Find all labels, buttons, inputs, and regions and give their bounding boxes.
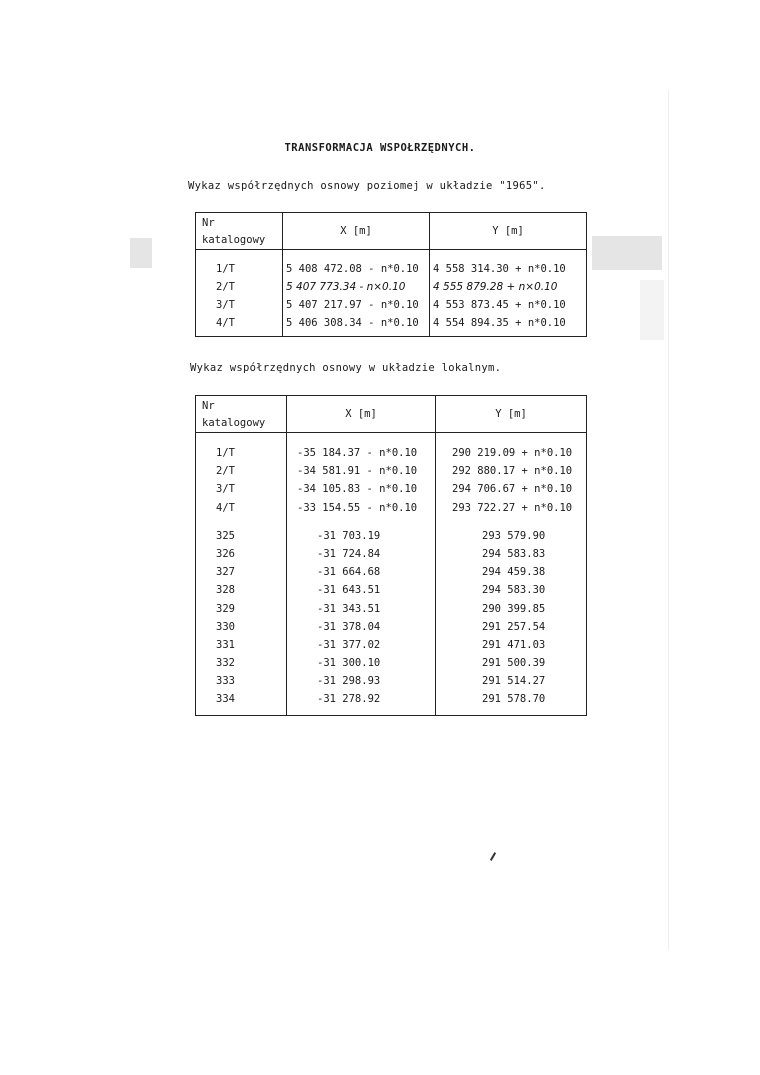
y-column — [436, 433, 587, 716]
cell-nr: 1/T — [216, 263, 235, 275]
cell-y: 291 257.54 — [482, 620, 546, 633]
cell-nr: 325 — [216, 529, 235, 542]
cell-y: 294 706.67 + n*0.10 — [452, 483, 573, 496]
cell-y: 4 558 314.30 + n*0.10 — [433, 263, 566, 275]
cell-x: -31 343.51 — [317, 602, 381, 615]
cell-nr: 4/T — [216, 501, 235, 514]
header-nr-label: Nr katalogowy — [202, 400, 266, 429]
cell-y: 291 578.70 — [482, 693, 546, 706]
header-x: X [m] — [283, 213, 430, 250]
cell-x: -31 703.19 — [317, 529, 381, 542]
cell-x: 5 408 472.08 - n*0.10 — [286, 263, 419, 275]
section2-caption: Wykaz współrzędnych osnowy w układzie lokalnym. — [190, 362, 502, 374]
x-column — [283, 250, 430, 337]
cell-nr: 327 — [216, 566, 235, 579]
cell-x: -31 300.10 — [317, 657, 381, 670]
table-header-row — [196, 213, 587, 250]
cell-y: 291 471.03 — [482, 638, 546, 651]
cell-nr: 3/T — [216, 483, 235, 496]
cell-x: -34 581.91 - n*0.10 — [297, 465, 418, 478]
cell-y: 294 583.30 — [482, 584, 546, 597]
header-y: Y [m] — [436, 396, 587, 433]
header-nr — [196, 396, 287, 433]
section1-caption: Wykaz współrzędnych osnowy poziomej w układzie "1965". — [188, 180, 546, 192]
cell-nr: 332 — [216, 657, 235, 670]
cell-y: 294 459.38 — [482, 566, 546, 579]
row-gap — [216, 517, 286, 527]
cell-y: 292 880.17 + n*0.10 — [452, 465, 573, 478]
nr-column — [196, 433, 287, 716]
scan-noise-right — [592, 236, 662, 270]
cell-y-handwritten: 4 555 879.28 + n×0.10 — [433, 281, 558, 293]
cell-nr: 328 — [216, 584, 235, 597]
nr-column — [196, 250, 283, 337]
document-title: TRANSFORMACJA WSPOŁRZĘDNYCH. — [284, 142, 476, 154]
scan-edge-line — [668, 90, 669, 950]
cell-y: 4 553 873.45 + n*0.10 — [433, 299, 566, 311]
cell-x: -35 184.37 - n*0.10 — [297, 447, 418, 459]
table-body-row — [196, 250, 587, 337]
cell-y: 290 399.85 — [482, 602, 546, 615]
cell-nr: 2/T — [216, 281, 235, 293]
cell-y: 4 554 894.35 + n*0.10 — [433, 317, 566, 329]
row-gap — [452, 517, 586, 527]
cell-y: 291 500.39 — [482, 657, 546, 670]
scan-noise-right-lower — [640, 280, 664, 340]
cell-nr: 3/T — [216, 299, 235, 311]
cell-x: -31 377.02 — [317, 638, 381, 651]
cell-x: -31 298.93 — [317, 675, 381, 688]
cell-x: -31 643.51 — [317, 584, 381, 597]
cell-nr: 334 — [216, 693, 235, 706]
coordinates-table-1965 — [195, 212, 587, 337]
row-gap — [297, 517, 435, 527]
cell-nr: 326 — [216, 547, 235, 560]
cell-x-handwritten: 5 407 773.34 - n×0.10 — [286, 281, 406, 293]
cell-nr: 331 — [216, 638, 235, 651]
cell-x: -31 278.92 — [317, 693, 381, 706]
cell-x: -31 378.04 — [317, 620, 381, 633]
cell-y: 291 514.27 — [482, 675, 546, 688]
cell-nr: 2/T — [216, 465, 235, 478]
x-column — [287, 433, 436, 716]
cell-x: -34 105.83 - n*0.10 — [297, 483, 418, 496]
cell-x: 5 406 308.34 - n*0.10 — [286, 317, 419, 329]
cell-y: 290 219.09 + n*0.10 — [452, 447, 573, 459]
cell-nr: 333 — [216, 675, 235, 688]
table-header-row — [196, 396, 587, 433]
y-column — [430, 250, 587, 337]
cell-nr: 329 — [216, 602, 235, 615]
scan-noise-left — [130, 238, 152, 268]
cell-x: -31 724.84 — [317, 547, 381, 560]
cell-x: -31 664.68 — [317, 566, 381, 579]
cell-y: 294 583.83 — [482, 547, 546, 560]
cell-nr: 330 — [216, 620, 235, 633]
table-body-row — [196, 433, 587, 716]
header-nr — [196, 213, 283, 250]
cell-x: -33 154.55 - n*0.10 — [297, 501, 418, 514]
coordinates-table-local — [195, 395, 587, 716]
pen-mark — [490, 852, 496, 861]
cell-x: 5 407 217.97 - n*0.10 — [286, 299, 419, 311]
cell-y: 293 579.90 — [482, 529, 546, 542]
header-y: Y [m] — [430, 213, 587, 250]
cell-y: 293 722.27 + n*0.10 — [452, 501, 573, 514]
cell-nr: 1/T — [216, 447, 235, 459]
cell-nr: 4/T — [216, 317, 235, 329]
header-nr-label: Nr katalogowy — [202, 217, 266, 246]
header-x: X [m] — [287, 396, 436, 433]
